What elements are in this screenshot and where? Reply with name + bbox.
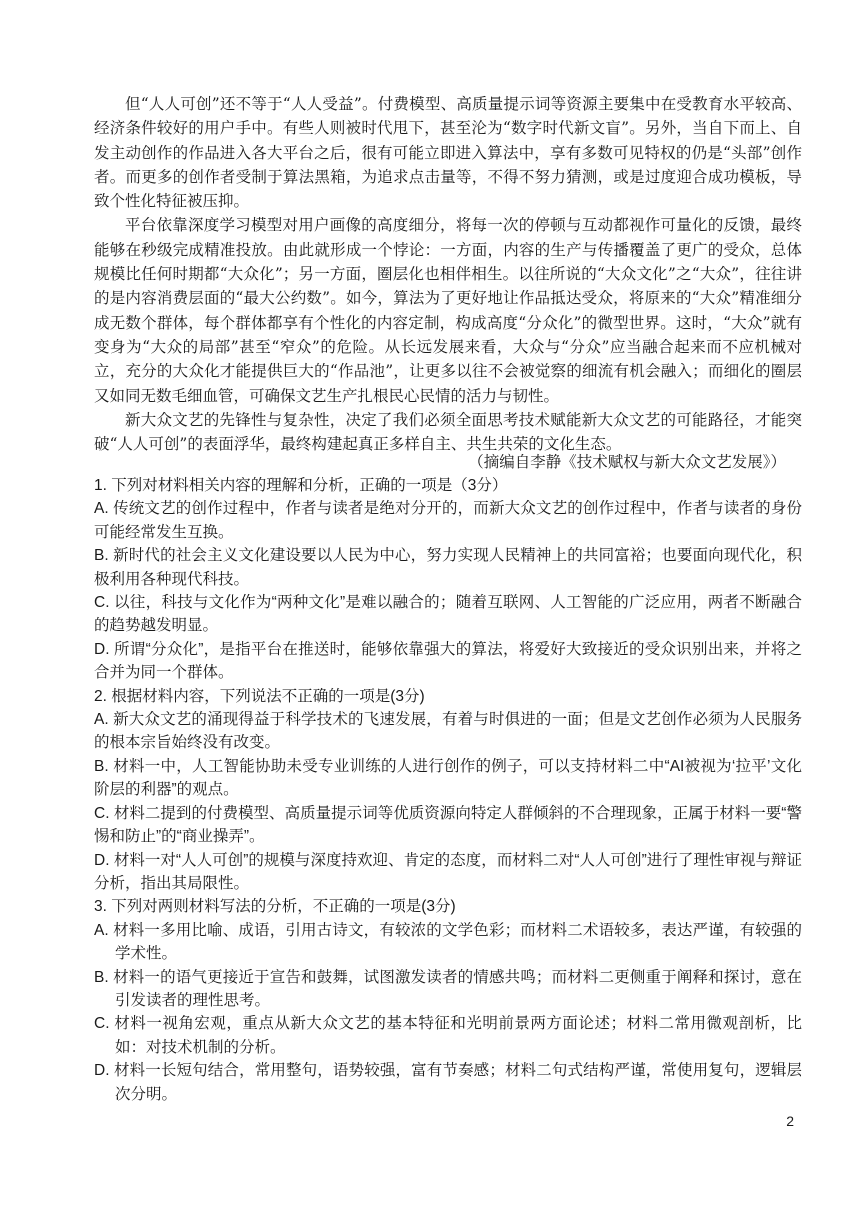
- passage-paragraph-2: 平台依靠深度学习模型对用户画像的高度细分，将每一次的停顿与互动都视作可量化的反馈，最终能够在秒级完成精准投放。由此就形成一个悖论：一方面，内容的生产与传播覆盖了更广的受众，总体规模比任何时期都“大众化”；另一方面，圈层化也相伴相生。以往所说的“大众文化”之“大众”，往往讲的是内容消费层面的“最大公约数”。如今，算法为了更好地让作品抵达受众，将原来的“大众”精准细分成无数个群体，每个群体都享有个性化的内容定制，构成高度“分众化”的微型世界。这时，“大众”就有变身为“大众的局部”甚至“窄众”的危险。从长远发展来看，大众与“分众”应当融合起来而不应机械对立，充分的大众化才能提供巨大的“作品池”，让更多以往不会被觉察的细流有机会融入；而细化的圈层又如同无数毛细血管，可确保文艺生产扎根民心民情的活力与韧性。: [94, 216, 802, 405]
- question-3: [94, 895, 802, 1106]
- option-d: D. 材料一长短句结合，常用整句，语势较强，富有节奏感；材料二句式结构严谨，常使用复句，逻辑层次分明。: [94, 1062, 802, 1103]
- passage-paragraph-3: 新大众文艺的先锋性与复杂性，决定了我们必须全面思考技术赋能新大众文艺的可能路径，才能突破“人人可创”的表面浮华，最终构建起真正多样自主、共生共荣的文化生态。: [94, 410, 802, 454]
- page-number: 2: [786, 1113, 794, 1129]
- option-b: B. 材料一的语气更接近于宣告和鼓舞，试图激发读者的情感共鸣；而材料二更侧重于阐释和探讨，意在引发读者的理性思考。: [94, 968, 802, 1009]
- question-stem: 1. 下列对材料相关内容的理解和分析，正确的一项是（3分）: [94, 477, 508, 494]
- question-stem: 2. 根据材料内容，下列说法不正确的一项是(3分): [94, 687, 425, 705]
- option-d: D. 材料一对“人人可创”的规模与深度持欢迎、肯定的态度，而材料二对“人人可创”进行了理性审视与辩证分析，指出其局限性。: [94, 851, 802, 892]
- question-2: [94, 685, 802, 896]
- option-a: A. 新大众文艺的涌现得益于科学技术的飞速发展，有着与时俱进的一面；但是文艺创作必须为人民服务的根本宗旨始终没有改变。: [94, 711, 802, 752]
- question-stem: 3. 下列对两则材料写法的分析，不正确的一项是(3分): [94, 898, 456, 916]
- option-a: A. 材料一多用比喻、成语，引用古诗文，有较浓的文学色彩；而材料二术语较多，表达严谨，有较强的学术性。: [94, 921, 802, 963]
- option-a: A. 传统文艺的创作过程中，作者与读者是绝对分开的，而新大众文艺的创作过程中，作者与读者的身份可能经常发生互换。: [94, 500, 802, 541]
- option-c: C. 以往，科技与文化作为“两种文化”是难以融合的；随着互联网、人工智能的广泛应用，两者不断融合的趋势越发明显。: [94, 594, 802, 635]
- option-d: D. 所谓“分众化”，是指平台在推送时，能够依靠强大的算法，将爱好大致接近的受众识别出来，并将之合并为同一个群体。: [94, 640, 802, 682]
- option-b: B. 材料一中，人工智能协助未受专业训练的人进行创作的例子，可以支持材料二中“AI被视为‘拉平’文化阶层的利器”的观点。: [94, 757, 802, 799]
- option-b: B. 新时代的社会主义文化建设要以人民为中心，努力实现人民精神上的共同富裕；也要面向现代化，积极利用各种现代科技。: [94, 547, 802, 588]
- question-1: [94, 474, 802, 685]
- source-citation: （摘编自李静《技术赋权与新大众文艺发展》）: [468, 453, 786, 471]
- option-c: C. 材料一视角宏观，重点从新大众文艺的基本特征和光明前景两方面论述；材料二常用微观剖析，比如：对技术机制的分析。: [94, 1015, 802, 1056]
- questions-section: [94, 474, 802, 1106]
- reading-passage: [94, 92, 802, 456]
- passage-paragraph-1: 但“人人可创”还不等于“人人受益”。付费模型、高质量提示词等资源主要集中在受教育水平较高、经济条件较好的用户手中。有些人则被时代甩下，甚至沦为“数字时代新文盲”。另外，当自下而上、自发主动创作的作品进入各大平台之后，很有可能立即进入算法中，享有多数可见特权的仍是“头部”创作者。而更多的创作者受制于算法黑箱，为追求点击量等，不得不努力猜测，或是过度迎合成功模板，导致个性化特征被压抑。: [94, 95, 802, 211]
- option-c: C. 材料二提到的付费模型、高质量提示词等优质资源向特定人群倾斜的不合理现象，正属于材料一要“警惕和防止”的“商业操弄”。: [94, 804, 802, 846]
